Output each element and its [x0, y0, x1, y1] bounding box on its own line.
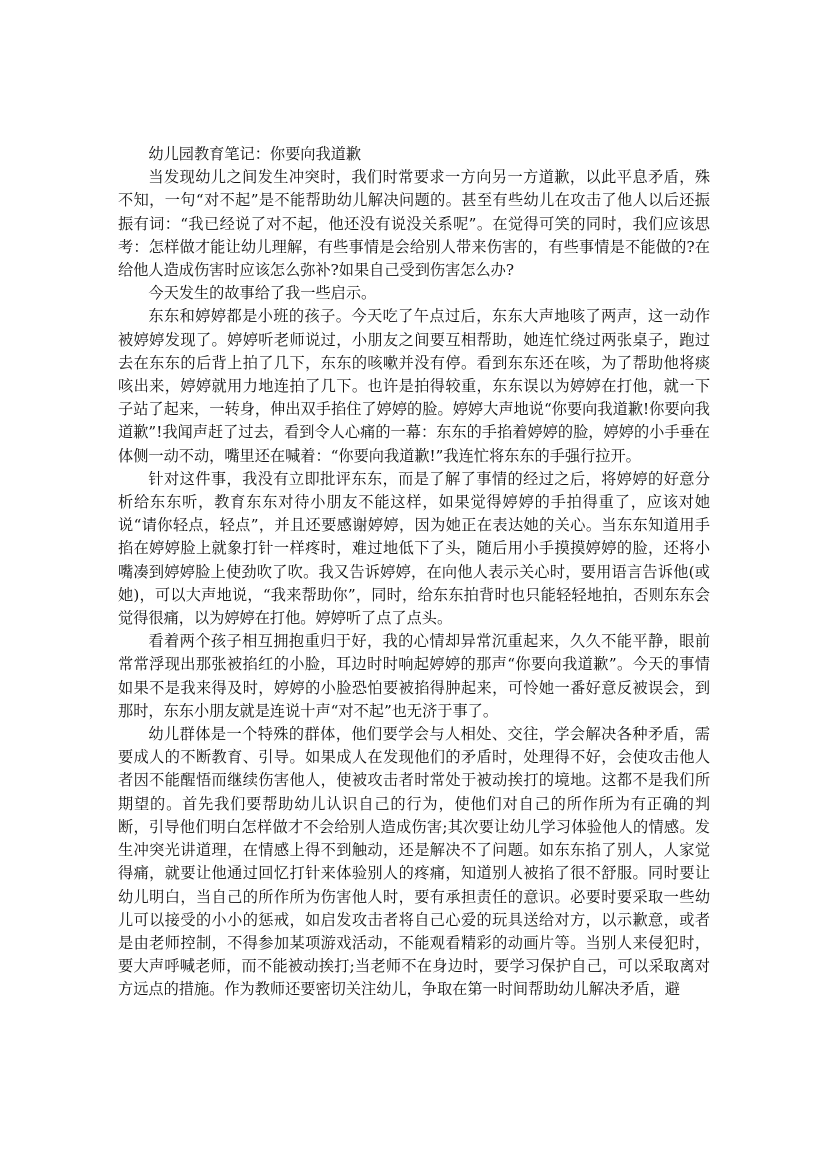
paragraph: 今天发生的故事给了我一些启示。	[148, 284, 377, 303]
paragraph: 看着两个孩子相互拥抱重归于好，我的心情却异常沉重起来，久久不能平静，眼前常常浮现出那张被掐红的小脸，耳边时时响起婷婷的那声“你要向我道歉”。今天的事情如果不是我来得及时，婷婷的小脸恐怕要被掐得肿起来，可怜她一番好意反被误会，到那时，东东小朋友就是连说十声“对不起”也无济于事了。	[118, 632, 710, 720]
document-body	[118, 143, 710, 1002]
paragraph: 针对这件事，我没有立即批评东东，而是了解了事情的经过之后，将婷婷的好意分析给东东听，教育东东对待小朋友不能这样，如果觉得婷婷的手拍得重了，应该对她说“请你轻点，轻点”，并且还要感谢婷婷，因为她正在表达她的关心。当东东知道用手掐在婷婷脸上就象打针一样疼时，难过地低下了头，随后用小手摸摸婷婷的脸，还将小嘴凑到婷婷脸上使劲吹了吹。我又告诉婷婷，在向他人表示关心时，要用语言告诉他(或她)，可以大声地说，“我来帮助你”，同时，给东东拍背时也只能轻轻地拍，否则东东会觉得很痛，以为婷婷在打他。婷婷听了点了点头。	[118, 469, 710, 628]
document-title: 幼儿园教育笔记：你要向我道歉	[148, 145, 362, 163]
paragraph: 幼儿群体是一个特殊的群体，他们要学会与人相处、交往，学会解决各种矛盾，需要成人的不断教育、引导。如果成人在发现他们的矛盾时，处理得不好，会使攻击他人者因不能醒悟而继续伤害他人，使被攻击者时常处于被动挨打的境地。这都不是我们所期望的。首先我们要帮助幼儿认识自己的行为，使他们对自己的所作所为有正确的判断，引导他们明白怎样做才不会给别人造成伤害;其次要让幼儿学习体验他人的情感。发生冲突光讲道理，在情感上得不到触动，还是解决不了问题。如东东掐了别人，人家觉得痛，就要让他通过回忆打针来体验别人的疼痛，知道别人被掐了很不舒服。同时要让幼儿明白，当自己的所作所为伤害他人时，要有承担责任的意识。必要时要采取一些幼儿可以接受的小小的惩戒，如启发攻击者将自己心爱的玩具送给对方，以示歉意，或者是由老师控制，不得参加某项游戏活动，不能观看精彩的动画片等。当别人来侵犯时，要大声呼喊老师，而不能被动挨打;当老师不在身边时，要学习保护自己，可以采取离对方远点的措施。作为教师还要密切关注幼儿，争取在第一时间帮助幼儿解决矛盾，避	[118, 725, 710, 999]
paragraph: 东东和婷婷都是小班的孩子。今天吃了午点过后，东东大声地咳了两声，这一动作被婷婷发现了。婷婷听老师说过，小朋友之间要互相帮助，她连忙绕过两张桌子，跑过去在东东的后背上拍了几下，东东的咳嗽并没有停。看到东东还在咳，为了帮助他将痰咳出来，婷婷就用力地连拍了几下。也许是拍得较重，东东误以为婷婷在打他，就一下子站了起来，一转身，伸出双手掐住了婷婷的脸。婷婷大声地说“你要向我道歉!你要向我道歉”!我闻声赶了过去，看到令人心痛的一幕：东东的手掐着婷婷的脸，婷婷的小手垂在体侧一动不动，嘴里还在喊着：“你要向我道歉!”我连忙将东东的手强行拉开。	[118, 307, 710, 465]
paragraph: 当发现幼儿之间发生冲突时，我们时常要求一方向另一方道歉，以此平息矛盾，殊不知，一句“对不起”是不能帮助幼儿解决问题的。甚至有些幼儿在攻击了他人以后还振振有词：“我已经说了对不起，他还没有说没关系呢”。在觉得可笑的同时，我们应该思考：怎样做才能让幼儿理解，有些事情是会给别人带来伤害的，有些事情是不能做的?在给他人造成伤害时应该怎么弥补?如果自己受到伤害怎么办?	[118, 168, 710, 280]
